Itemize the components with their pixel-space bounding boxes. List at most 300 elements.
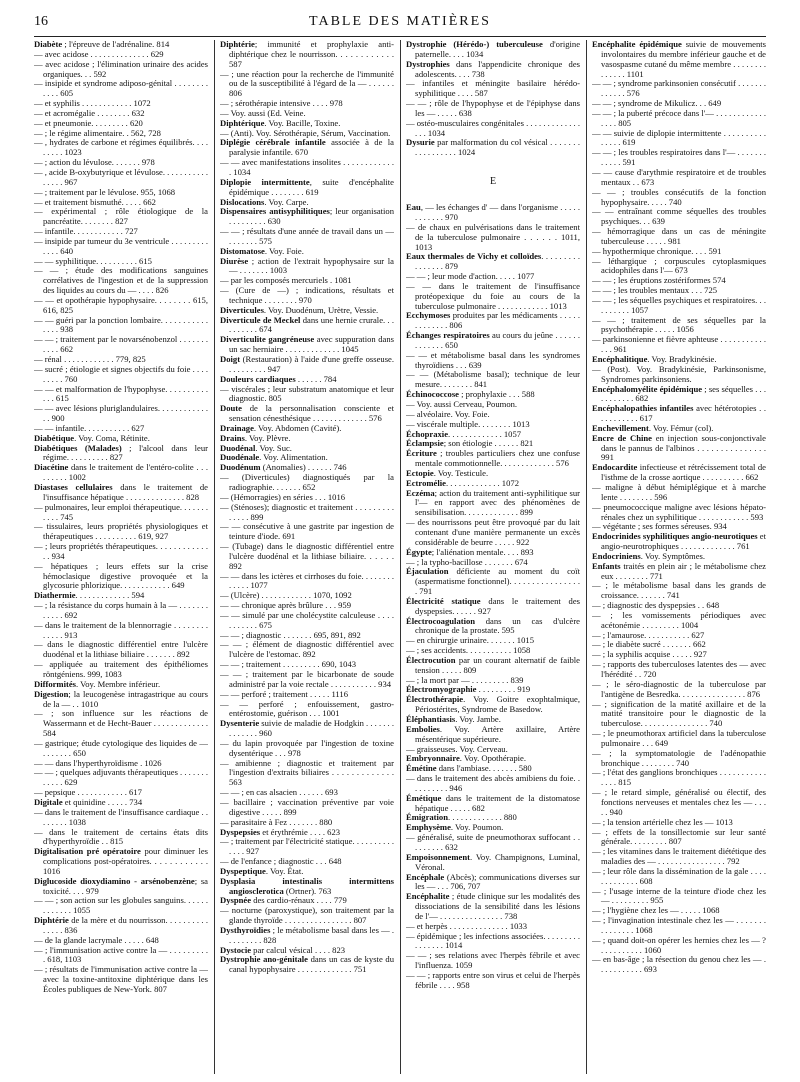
entry-text: suivie de maladie de Hodgkin . . . . . . . . . . . . . . 960 xyxy=(229,718,394,739)
entry-text: — viscérales ; leur substratum anatomique et leur diagnostic. 805 xyxy=(220,383,394,404)
index-subentry xyxy=(220,227,394,247)
entry-heading: Diverticule de Meckel xyxy=(220,314,301,325)
entry-text: — ; l'amaurose. . . . . . . . . . . 627 xyxy=(592,629,705,640)
entry-text: — — et métabolisme basal dans les syndromes thyroïdiens . . . 639 xyxy=(406,349,580,370)
entry-text: ; sa toxicité. . . . 979 xyxy=(43,875,208,896)
entry-text: . Voy. Fémur (col). xyxy=(648,422,714,433)
entry-text: — hémorragique dans un cas de méningite tuberculeuse . . . . . 981 xyxy=(592,226,766,246)
entry-text: — — ; rapports entre son virus et celui de l'herpès fébrile . . . . 958 xyxy=(406,969,580,990)
entry-heading: Endocriniens xyxy=(592,550,641,561)
index-subentry xyxy=(592,207,766,227)
entry-text: — ; son influence sur les réactions de Wassermann et de Hecht-Bauer . . . . . . . . . . . . . 584 xyxy=(34,708,208,739)
entry-heading: Diurèse xyxy=(220,255,249,266)
index-entry xyxy=(220,719,394,739)
entry-text: dans le traitement des dyspepsies. . . . . . 927 xyxy=(415,595,580,616)
index-entry xyxy=(406,695,580,715)
index-subentry xyxy=(592,916,766,936)
index-subentry xyxy=(592,227,766,247)
entry-text: — en chirurgie urinaire. . . . . . . 1015 xyxy=(406,635,534,646)
entry-text: — maligne à début hémiplégique et à marche lente . . . . . . . . 596 xyxy=(592,481,766,502)
entry-text: suivie de mouvements involontaires du membre inférieur gauche et de vasospasme cutané du même membre . . . . . . . . . . . . . . 1101 xyxy=(601,40,766,79)
entry-text: — — ; ses relations avec l'herpès fébrile et avec l'influenza. 1059 xyxy=(406,950,580,971)
entry-heading: Digitalisation pré opératoire xyxy=(34,846,141,857)
entry-text: . Voy. Goitre exophtalmique, Périostérites, Syndrome de Basedow. xyxy=(415,694,580,715)
entry-text: — et acromégalie . . . . . . . . 632 xyxy=(34,107,145,118)
entry-text: — , hydrates de carbone et régimes équilibrés. . . . . . . . . 1023 xyxy=(34,137,208,158)
entry-text: . Voy. Coma, Rétinite. xyxy=(74,432,150,443)
index-entry xyxy=(220,178,394,198)
entry-text: produites par les médicaments . . . . . . . . . . . . . 806 xyxy=(415,310,580,331)
index-subentry xyxy=(220,739,394,759)
index-subentry xyxy=(34,768,208,788)
entry-heading: Dystrophie ano-génitale xyxy=(220,954,308,965)
entry-text: . Voy. Opothérapie. xyxy=(459,753,526,764)
entry-text: — ; quand doit-on opérer les hernies chez les — ? . . . . . . . . . . 1060 xyxy=(592,934,766,955)
index-entry xyxy=(220,926,394,946)
entry-text: au cours du jeûne . . . . . . . . . . . . . 650 xyxy=(415,330,580,350)
index-subentry xyxy=(34,709,208,739)
entry-text: dans le traitement de la distomatose hépatique . . . . . 682 xyxy=(415,792,580,813)
index-subentry xyxy=(34,828,208,848)
entry-text: . Voy. Suc. xyxy=(255,442,292,453)
index-subentry xyxy=(34,138,208,158)
entry-text: dans une hernie crurale. . . . . . . . . . 674 xyxy=(229,314,394,335)
entry-text: — — entraînant comme séquelles des troubles psychiques. . . 639 xyxy=(592,206,766,227)
index-entry xyxy=(406,449,580,469)
entry-text: — bacillaire ; vaccination préventive par voie digestive . . . . . 899 xyxy=(220,796,394,817)
entry-heading: Encéphalitique xyxy=(592,354,648,364)
entry-text: ; leur organisation . . . . . . . . . 630 xyxy=(229,206,394,227)
entry-heading: Diverticulite gangréneuse xyxy=(220,334,315,345)
entry-text: — hypothermique chronique. . . . 591 xyxy=(592,245,722,256)
index-entry xyxy=(592,404,766,424)
entry-text: . . . . . . . . . . . . . 594 xyxy=(75,590,145,601)
entry-text: . . . . . . . . . . . . . . . . 879 xyxy=(415,251,580,272)
entry-text: (Anomalies) . . . . . . 746 xyxy=(260,462,347,473)
index-subentry xyxy=(592,847,766,867)
entry-heading: Écriture xyxy=(406,448,437,459)
entry-text: — léthargique ; corpuscules cytoplasmiques acidophiles dans l'— 673 xyxy=(592,255,766,276)
index-entry xyxy=(592,463,766,483)
index-subentry xyxy=(34,365,208,385)
entry-text: — de la glande lacrymale . . . . . 648 xyxy=(34,934,159,945)
entry-text: — — ; traitement de ses séquelles par la psychothérapie . . . . . 1056 xyxy=(592,314,766,335)
entry-heading: Diacétine xyxy=(34,462,69,473)
index-column-2 xyxy=(220,40,394,1074)
entry-text: — parasitaire à Fez . . . . . . . 880 xyxy=(220,816,333,827)
entry-text: . Voy. Abdomen (Cavité). xyxy=(253,422,342,433)
index-subentry xyxy=(220,542,394,572)
entry-text: ; la leucogenèse intragastrique au cours de la — . . 1010 xyxy=(43,688,208,709)
index-subentry xyxy=(406,518,580,548)
index-subentry xyxy=(406,223,580,253)
index-subentry xyxy=(406,119,580,139)
entry-text: — — ; les éruptions zostériformes 574 xyxy=(592,275,726,286)
index-subentry xyxy=(34,542,208,562)
entry-text: — nocturne (paroxystique), son traitement par la glande thyroïde . . . . . . . . . . . . . . . . 807 xyxy=(220,905,394,926)
entry-heading: Éclampsie xyxy=(406,438,444,449)
index-subentry xyxy=(220,70,394,100)
index-subentry xyxy=(220,837,394,857)
entry-text: traités en plein air ; le métabolisme chez eux . . . . . . . . 771 xyxy=(601,560,766,581)
entry-text: . Voy. Artère axillaire, Artère mésentérique supérieure. xyxy=(415,723,580,744)
entry-text: — ; leur rôle dans la dissémination de la gale . . . . . . . . . . . . . 608 xyxy=(592,865,766,886)
index-column-4 xyxy=(592,40,766,1074)
entry-text: — — et opothérapie hypophysaire. . . . . . . . 615, 616, 825 xyxy=(34,294,208,315)
entry-text: — ; la mort par — . . . . . . . . . 839 xyxy=(406,674,524,685)
entry-heading: Digitale xyxy=(34,796,63,807)
index-subentry xyxy=(406,99,580,119)
entry-text: . Voy. Testicule. xyxy=(433,467,489,478)
entry-heading: Duodénum xyxy=(220,462,261,473)
entry-heading: Échanges respiratoires xyxy=(406,330,490,341)
index-subentry xyxy=(34,621,208,641)
index-subentry xyxy=(34,562,208,592)
index-subentry xyxy=(220,158,394,178)
entry-text: — (Tubage) dans le diagnostic différentiel entre l'ulcère duodénal et la lithiase biliaire. . . . . . 892 xyxy=(220,541,394,571)
entry-text: — (Post). Voy. Bradykinésie, Parkinsonisme, Syndromes parkinsoniens. xyxy=(592,363,766,384)
entry-text: . Voy. Foie. xyxy=(264,245,304,256)
entry-text: . . . . . . . . . 919 xyxy=(476,684,531,695)
entry-text: — (Ulcère) . . . . . . . . . . . . 1070, 1092 xyxy=(220,590,352,601)
index-subentry xyxy=(34,739,208,759)
entry-text: ; prophylaxie . . . 588 xyxy=(459,389,535,400)
entry-heading: Eaux thermales de Vichy et colloïdes xyxy=(406,251,542,262)
index-subentry xyxy=(220,611,394,631)
entry-text: — — dans l'hyperthyroïdisme . 1026 xyxy=(34,757,162,768)
entry-text: — hépatiques ; leurs effets sur la crise hémoclasique digestive provoquée et la glycosurie phlorizique. . . . . . . . . . . . 649 xyxy=(34,560,208,591)
entry-text: — ; la typho-bacillose . . . . . . . 674 xyxy=(406,556,528,567)
entry-heading: Diglucoside dioxydiamino - arsénobenzène xyxy=(34,875,195,886)
entry-text: — ; rapports des tuberculoses latentes des — avec l'hérédité . . 720 xyxy=(592,659,766,679)
entry-text: — (Hémorragies) en séries . . . 1016 xyxy=(220,491,346,502)
entry-heading: Dystrophies xyxy=(406,58,450,69)
index-subentry xyxy=(592,729,766,749)
entry-heading: Électrothérapie xyxy=(406,694,464,705)
entry-heading: Dysplasia intestinalis intermittens angiosclerotica xyxy=(220,875,394,896)
entry-text: . . . . . . . . . . . . . 1057 xyxy=(448,428,522,439)
entry-text: . Voy. Plèvre. xyxy=(244,432,291,443)
entry-text: — — ; rôle de l'hypophyse et de l'épiphyse dans les — . . . . . 638 xyxy=(406,98,580,118)
entry-heading: Eau xyxy=(406,202,421,213)
entry-text: — ; l'état des ganglions bronchiques . . . . . . . . . . . . . . . 815 xyxy=(592,767,766,788)
entry-heading: Dystocie xyxy=(220,944,252,955)
entry-heading: Digestion xyxy=(34,688,69,699)
entry-text: — — ; diagnostic . . . . . . . 695, 891, 892 xyxy=(220,629,361,640)
entry-text: et quinidine . . . . . 734 xyxy=(62,796,143,807)
entry-text: des cardio-rénaux . . . . 779 xyxy=(251,895,347,906)
entry-heading: Diathermie xyxy=(34,590,76,601)
index-entry xyxy=(406,725,580,745)
entry-heading: Égypte xyxy=(406,546,432,557)
entry-text: — ; résultats de l'immunisation active contre la — avec la toxine-antitoxine diphtérique dans les Écoles publiques de New-York. 807 xyxy=(34,964,208,994)
entry-text: — — ; la puberté précoce dans l'— . . . . . . . . . . . . . . . . 805 xyxy=(592,107,766,128)
entry-heading: Électricité statique xyxy=(406,595,481,606)
index-subentry xyxy=(220,759,394,789)
entry-text: . Voy. Symptômes. xyxy=(640,550,706,561)
index-entry xyxy=(220,955,394,975)
entry-text: — dans le diagnostic différentiel entre l'ulcère duodénal et la lithiase biliaire . . . . . . . 892 xyxy=(34,639,208,660)
index-entry xyxy=(220,404,394,424)
entry-text: — ; le séro-diagnostic de la tuberculose par l'antigène de Besredka. . . . . . . . . . . . . . . . 876 xyxy=(592,678,766,699)
entry-text: — sucré ; étiologie et signes objectifs du foie . . . . . . . . . 760 xyxy=(34,363,208,384)
entry-text: (Ortner). 763 xyxy=(283,885,332,896)
entry-text: — avec acidose ; l'élimination urinaire des acides organiques. . . 592 xyxy=(34,58,208,79)
index-subentry xyxy=(34,60,208,80)
index-entry xyxy=(220,40,394,70)
entry-text: ; le métabolisme basal dans les — . . . . . . . . . 828 xyxy=(229,924,394,945)
entry-heading: Duodénal xyxy=(220,442,256,453)
entry-text: par malformation du col vésical . . . . . . . . . . . . . . . . . 1024 xyxy=(415,137,580,158)
entry-text: — du lapin provoquée par l'ingestion de toxine dysentérique . . . 978 xyxy=(220,737,394,758)
index-entry xyxy=(406,873,580,893)
entry-text: — ; le retard simple, généralisé ou électif, des fonctions nerveuses et mentales chez les — . . . . . 940 xyxy=(592,787,766,817)
entry-heading: Doute xyxy=(220,403,242,414)
entry-heading: Diplopie intermittente xyxy=(220,176,310,187)
index-entry xyxy=(406,853,580,873)
entry-heading: Diabète xyxy=(34,40,63,49)
entry-text: . . . . . . 784 xyxy=(295,373,337,384)
index-subentry xyxy=(34,601,208,621)
index-subentry xyxy=(592,867,766,887)
entry-text: — (Cure de —) ; indications, résultats et technique . . . . . . . . 970 xyxy=(220,285,394,305)
index-subentry xyxy=(34,266,208,296)
index-subentry xyxy=(592,581,766,601)
index-subentry xyxy=(406,932,580,952)
entry-text: de la mère et du nourrisson. . . . . . . . . . . . . . . 836 xyxy=(43,915,208,935)
index-subentry xyxy=(592,365,766,385)
entry-text: — amibienne ; diagnostic et traitement par l'ingestion d'extraits biliaires . . . . . . . . . . . . . 563 xyxy=(220,757,394,788)
entry-text: — pneumococcique maligne avec lésions hépato-rénales chez un syphilitique . . . . . . . . . . . . 593 xyxy=(592,501,766,522)
index-subentry xyxy=(220,286,394,306)
entry-text: dans un cas d'ulcère chronique de la prostate. 595 xyxy=(415,615,580,636)
index-entry xyxy=(406,252,580,272)
entry-text: — — ; résultats d'une année de travail dans un — . . . . . . . 575 xyxy=(220,226,394,246)
entry-text: , — les échanges d' — dans l'organisme . . . . . . . . . . . . 970 xyxy=(415,202,580,222)
entry-text: infectieuse et rétrécissement total de l'isthme de la crosse aortique . . . . . . . . . . 662 xyxy=(601,462,766,483)
entry-text: — — suivie de diplopie intermittente . . . . . . . . . . . . . . . 619 xyxy=(592,127,766,148)
entry-text: — — ; traitement par le novarsénobenzol . . . . . . . . . . . 662 xyxy=(34,334,208,355)
entry-text: ; action du traitement anti-syphilitique sur l'— en rapport avec des phénomènes de sensibilisation. . . . . . . . . . . . . 899 xyxy=(415,487,580,518)
entry-text: par calcul vésical . . . . 823 xyxy=(251,944,346,955)
entry-text: — ; l'immunisation active contre la — . . . . . . . . . . 618, 1103 xyxy=(34,944,208,965)
entry-text: ; ses séquelles . . . . . . . . . . . 682 xyxy=(601,383,766,404)
entry-text: — ; la tension artérielle chez les — 1013 xyxy=(592,816,733,827)
entry-text: dans le traitement de l'insuffisance hépatique . . . . . . . . . . . . . . 828 xyxy=(43,481,208,502)
index-entry xyxy=(406,892,580,922)
entry-text: . Voy. Duodénum, Urètre, Vessie. xyxy=(263,304,379,315)
index-subentry xyxy=(34,335,208,355)
entry-heading: Douleurs cardiaques xyxy=(220,373,296,384)
entry-text: — — ; syndrome de Mikulicz. . . 649 xyxy=(592,98,722,109)
entry-text: — ; traitement par le lévulose. 955, 1068 xyxy=(34,186,176,197)
entry-text: — (Diverticules) diagnostiqués par la radiographie. . . . . . . 652 xyxy=(220,472,394,492)
entry-text: — — ; les troubles respiratoires dans l'— . . . . . . . . . . . . 591 xyxy=(592,147,766,168)
entry-text: — ; ses accidents. . . . . . . . . . . 1058 xyxy=(406,645,531,656)
index-entry xyxy=(34,463,208,483)
index-subentry xyxy=(592,257,766,277)
entry-heading: Dyspepsies xyxy=(220,826,261,837)
entry-text: . Voy. Bacille, Toxine. xyxy=(264,117,341,128)
index-subentry xyxy=(592,109,766,129)
entry-text: — — consécutive à une gastrite par ingestion de teinture d'iode. 691 xyxy=(220,521,394,542)
index-subentry xyxy=(220,798,394,818)
page-header xyxy=(34,12,766,34)
entry-text: — et pneumonie. . . . . . . . . 620 xyxy=(34,117,143,128)
index-subentry xyxy=(34,404,208,424)
entry-text: — tissulaires, leurs propriétés physiologiques et thérapeutiques . . . . . . . . . . 619, 927 xyxy=(34,521,208,542)
entry-text: . Voy. Champignons, Luminal, Véronal. xyxy=(415,851,580,872)
entry-text: ; son étiologie . . . . . . 821 xyxy=(443,438,534,449)
index-subentry xyxy=(406,351,580,371)
index-entry xyxy=(220,138,394,158)
entry-heading: Dislocations xyxy=(220,196,265,207)
entry-heading: Diabétiques (Malades) xyxy=(34,442,122,453)
entry-heading: Diphtérique xyxy=(220,117,265,128)
entry-text: — de chaux en pulvérisations dans le traitement de la tuberculose pulmonaire . . . . . . 1011, 1013 xyxy=(406,221,580,252)
entry-heading: Ectromélie xyxy=(406,477,446,488)
index-subentry xyxy=(592,483,766,503)
entry-text: — ; signification de la matité axillaire et de la matité transitoire pour le diagnostic de la tuberculose. . . . . . . . . . . . . . . . 740 xyxy=(592,698,766,729)
index-entry xyxy=(34,483,208,503)
index-entry xyxy=(34,444,208,464)
entry-heading: Dyspeptique xyxy=(220,865,266,876)
index-subentry xyxy=(592,660,766,680)
entry-heading: Dyspnée xyxy=(220,895,252,906)
entry-heading: Électrocution xyxy=(406,654,456,665)
entry-heading: Émétique xyxy=(406,792,442,803)
entry-text: — — (Métabolisme basal); technique de leur mesure. . . . . . . . 841 xyxy=(406,369,580,390)
index-subentry xyxy=(34,522,208,542)
entry-text: — ; la résistance du corps humain à la — . . . . . . . . . . . . 692 xyxy=(34,600,208,620)
column-divider xyxy=(586,40,587,1074)
entry-text: — dans le traitement de la blennorragie . . . . . . . . . . . . . 913 xyxy=(34,619,208,640)
entry-text: — graisseuses. Voy. Cerveau. xyxy=(406,743,508,754)
index-subentry xyxy=(406,951,580,971)
index-subentry xyxy=(34,660,208,680)
index-subentry xyxy=(34,808,208,828)
entry-text: — — et malformation de l'hypophyse. . . . . . . . . . . . . 615 xyxy=(34,383,208,404)
entry-text: — — ; en cas alsacien . . . . . . 693 xyxy=(220,787,338,798)
index-entry xyxy=(220,877,394,897)
entry-text: pour diminuer les complications post-opératoires. . . . . . . . . . . . 1016 xyxy=(43,846,208,876)
column-divider xyxy=(400,40,401,1074)
entry-heading: Ecchymoses xyxy=(406,310,451,321)
index-subentry xyxy=(592,316,766,336)
entry-text: — dans le traitement de certains états dits d'hyperthyroïdie . . 815 xyxy=(34,826,208,847)
entry-text: — ; les vitamines dans le traitement diététique des maladies des — . . . . . . . . . . . . . . . . 792 xyxy=(592,846,766,867)
index-entry xyxy=(220,335,394,355)
entry-text: — ; traitement par l'électricité statique. . . . . . . . . . . . . . 927 xyxy=(220,836,394,857)
entry-text: ; l'épreuve de l'adrénaline. 814 xyxy=(62,40,170,49)
index-subentry xyxy=(220,640,394,660)
entry-text: ; action de l'extrait hypophysaire sur la — . . . . . . . 1003 xyxy=(229,255,394,276)
entry-text: — — cause d'arythmie respiratoire et de troubles mentaux . . 673 xyxy=(592,166,766,187)
entry-heading: Encre de Chine xyxy=(592,432,652,443)
entry-text: — rénal . . . . . . . . . . . . 779, 825 xyxy=(34,354,146,364)
entry-heading: Dystrophie (Hérédo-) tuberculeuse xyxy=(406,40,543,49)
entry-heading: Duodénale xyxy=(220,452,260,463)
entry-text: dans un cas de kyste du canal hypophysaire . . . . . . . . . . . . . 751 xyxy=(229,954,394,975)
index-subentry xyxy=(34,640,208,660)
entry-text: — en bas-âge ; la résection du genou chez les — . . . . . . . . . . . 693 xyxy=(592,954,766,975)
entry-text: — dans le traitement des abcès amibiens du foie. . . . . . . . . . 946 xyxy=(406,773,580,793)
entry-text: . . . . . . . . . . . . . 880 xyxy=(448,812,517,823)
index-entry xyxy=(406,60,580,80)
entry-text: — gastrique; étude cytologique des liquides de — . . . . . . . 650 xyxy=(34,737,208,758)
entry-text: — infantiles et méningite basilaire hérédo-syphilitique . . . . 587 xyxy=(406,78,580,99)
entry-text: . Voy. Carpe. xyxy=(264,196,309,207)
entry-text: — pepsique . . . . . . . . . . . . 617 xyxy=(34,787,142,798)
entry-text: — — perforé ; enfouissement, gastro-entérostomie, guérison . . . 1001 xyxy=(220,698,394,719)
entry-text: — ; l'usage interne de la teinture d'iode chez les — . . . . . . . . . 955 xyxy=(592,885,766,906)
entry-text: — expérimental ; rôle étiologique de la pancréatite. . . . . . . . 827 xyxy=(34,206,208,227)
entry-heading: Encéphalite épidémique xyxy=(592,40,682,49)
index-subentry xyxy=(592,129,766,149)
entry-text: — insipide par tumeur du 3e ventricule . . . . . . . . . . . . . 640 xyxy=(34,235,208,256)
index-entry xyxy=(592,385,766,405)
index-entry xyxy=(34,877,208,897)
entry-text: associée à de la paralysie infantile. 670 xyxy=(229,137,394,158)
index-subentry xyxy=(592,887,766,907)
entry-heading: Endocardite xyxy=(592,462,638,473)
entry-text: ; troubles particuliers chez une confuse mentale commotionnelle. . . . . . . . . . . . . 576 xyxy=(415,448,580,469)
index-subentry xyxy=(220,670,394,690)
index-entry xyxy=(406,567,580,597)
entry-heading: Distomatose xyxy=(220,245,265,256)
index-entry xyxy=(34,690,208,710)
index-subentry xyxy=(220,522,394,542)
entry-text: — — ; traitement par le bicarbonate de soude administré par la voie rectale . . . . . . . . . . . 934 xyxy=(220,669,394,689)
entry-text: — — syphilitique. . . . . . . . . . 615 xyxy=(34,255,152,266)
entry-text: — viscérale multiple. . . . . . . . 1013 xyxy=(406,418,530,429)
index-entry xyxy=(220,257,394,277)
entry-heading: Ectopie xyxy=(406,467,434,478)
index-subentry xyxy=(220,906,394,926)
entry-text: ; immunité et prophylaxie anti-diphtérique chez le nourrisson. . . . . . . . . . . . 587 xyxy=(229,40,394,69)
entry-text: — (Sténoses); diagnostic et traitement . . . . . . . . . . . . . . 899 xyxy=(220,501,394,522)
entry-heading: Dysurie xyxy=(406,137,435,148)
index-column-3 xyxy=(406,40,580,1074)
entry-text: — de l'enfance ; diagnostic . . . 648 xyxy=(220,856,342,867)
index-subentry xyxy=(220,503,394,523)
entry-text: — — guéri par la ponction lombaire. . . . . . . . . . . . . . . 938 xyxy=(34,314,208,335)
index-entry xyxy=(406,40,580,60)
entry-text: en injection sous-conjonctivale dans le pannus de l'albinos . . . . . . . . . . . . . . . 991 xyxy=(601,432,766,463)
entry-heading: Drains xyxy=(220,432,245,443)
index-entry xyxy=(34,847,208,877)
index-subentry xyxy=(34,946,208,966)
entry-text: déficiente au moment du coït (aspermatisme fonctionnel). . . . . . . . . . . . . . . . . 791 xyxy=(415,566,580,597)
entry-heading: Empoisonnement xyxy=(406,851,470,862)
entry-text: — dans le traitement de l'insuffisance cardiaque . . . . . . . . 1038 xyxy=(34,806,208,827)
entry-text: — — ; traitement . . . . . . . . . 690, 1043 xyxy=(220,659,357,670)
entry-text: . Voy. État. xyxy=(265,865,304,876)
entry-text: — — dans les ictères et cirrhoses du foie. . . . . . . . . . . . . 1077 xyxy=(220,570,394,591)
index-subentry xyxy=(220,473,394,493)
entry-text: — — ; les troubles mentaux . . . 725 xyxy=(592,285,718,296)
entry-text: — — ; quelques adjuvants thérapeutiques . . . . . . . . . . . . 629 xyxy=(34,767,208,788)
entry-text: — ostéo-musculaires congénitales . . . . . . . . . . . . . . . . 1034 xyxy=(406,117,580,138)
entry-text: et érythrémie . . . . 623 xyxy=(260,826,341,837)
entry-text: et angio-neurotrophiques . . . . . . . . . . . . . 761 xyxy=(601,531,766,552)
entry-heading: Diastases cellulaires xyxy=(34,481,113,492)
index-subentry xyxy=(592,79,766,99)
entry-text: — ; la symptomatologie de l'adénopathie bronchique . . . . . . . . 740 xyxy=(592,747,766,768)
index-subentry xyxy=(592,936,766,956)
entry-text: — — perforé ; traitement . . . . . 1116 xyxy=(220,688,348,699)
index-entry xyxy=(220,355,394,375)
